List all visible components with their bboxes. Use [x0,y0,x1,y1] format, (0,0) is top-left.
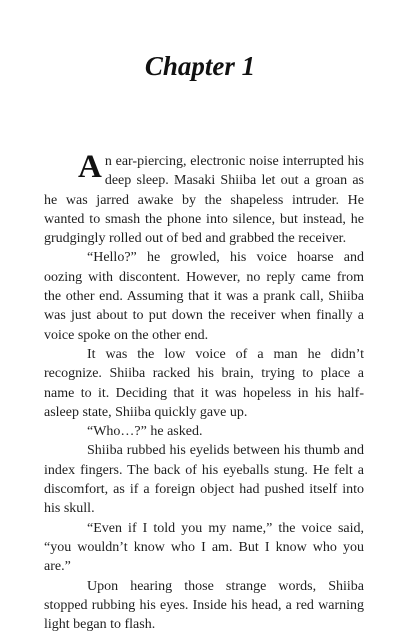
paragraph-5: Shiiba rubbed his eyelids between his thumb and index fingers. The back of his eyeballs stung. He felt a discomfort, as if a foreign object had pushed itself into his skull. [44,443,364,517]
chapter-title: Chapter 1 [144,51,256,81]
paragraph-4: “Who…?” he asked. [87,424,203,440]
chapter-body [44,149,364,634]
drop-cap: A [78,149,102,185]
paragraph-6: “Even if I told you my name,” the voice said, “you wouldn’t know who I am. But I know who you are.” [44,520,364,575]
paragraph-1 [44,149,364,248]
paragraph-2: “Hello?” he growled, his voice hoarse and oozing with discontent. However, no reply came from the other end. Assuming that it was a prank call, Shiiba was just about to put down the receiver when finally a voice spoke on the other end. [44,250,364,343]
paragraph-3: It was the low voice of a man he didn’t recognize. Shiiba racked his brain, trying to place a name to it. Deciding that it was hopeless in his half-asleep state, Shiiba quickly gave up. [44,346,364,420]
paragraph-7: Upon hearing those strange words, Shiiba stopped rubbing his eyes. Inside his head, a red warning light began to flash. [44,578,364,633]
paragraph-1-text: n ear-piercing, electronic noise interrupted his deep sleep. Masaki Shiiba let out a groan as he was jarred awake by the shapeless intruder. He wanted to smash the phone into silence, but instead, he grudgingly rolled out of bed and grabbed the receiver. [44,154,364,247]
